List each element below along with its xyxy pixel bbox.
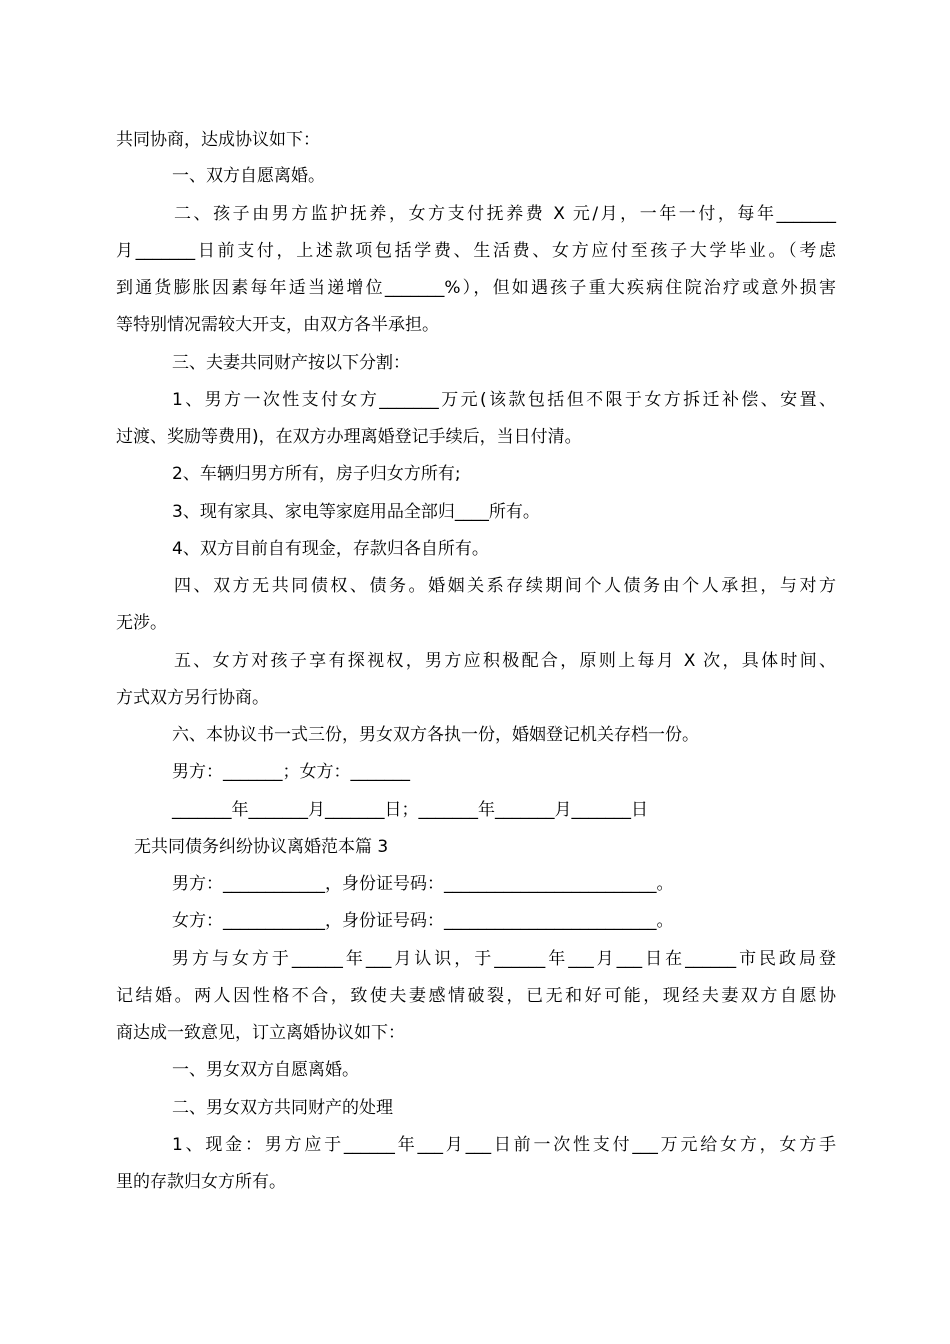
text-line: 4、双方目前自有现金，存款归各自所有。: [172, 539, 489, 559]
text-line: 五、女方对孩子享有探视权，男方应积极配合，原则上每月 X 次，具体时间、: [174, 651, 836, 671]
text-line: 二、孩子由男方监护抚养，女方支付抚养费 X 元/月，一年一付，每年_______: [174, 204, 836, 224]
text-line: 记结婚。两人因性格不合，致使夫妻感情破裂，已无和好可能，现经夫妻双方自愿协: [116, 986, 836, 1006]
section-heading: 无共同债务纠纷协议离婚范本篇 3: [134, 837, 389, 857]
text-line: 1、男方一次性支付女方_______万元(该款包括但不限于女方拆迁补偿、安置、: [172, 390, 836, 410]
text-line: 四、双方无共同债权、债务。婚姻关系存续期间个人债务由个人承担，与对方: [174, 576, 836, 596]
text-line: 男方与女方于______年___月认识，于______年___月___日在______市民政局登: [172, 949, 836, 969]
text-line: 等特别情况需较大开支，由双方各半承担。: [116, 315, 439, 335]
text-line: 三、夫妻共同财产按以下分割：: [172, 353, 410, 373]
text-line: 共同协商，达成协议如下：: [116, 130, 320, 150]
text-line: 一、双方自愿离婚。: [172, 166, 325, 186]
text-line: 1、现金：男方应于______年___月___日前一次性支付___万元给女方，女方手: [172, 1135, 836, 1155]
text-line: 商达成一致意见，订立离婚协议如下：: [116, 1023, 405, 1043]
text-line: 女方：____________，身份证号码：_________________________。: [172, 911, 674, 931]
text-line: 到通货膨胀因素每年适当递增位_______%），但如遇孩子重大疾病住院治疗或意外损害: [116, 278, 836, 298]
text-line: 3、现有家具、家电等家庭用品全部归____所有。: [172, 502, 540, 522]
text-line: 二、男女双方共同财产的处理: [172, 1098, 393, 1118]
text-line: 无涉。: [116, 613, 167, 633]
text-line: 六、本协议书一式三份，男女双方各执一份，婚姻登记机关存档一份。: [172, 725, 699, 745]
text-line: 男方：____________，身份证号码：_________________________。: [172, 874, 674, 894]
text-line: 一、男女双方自愿离婚。: [172, 1060, 359, 1080]
text-line: 男方：_______；女方：_______: [172, 762, 410, 782]
text-line: 2、车辆归男方所有，房子归女方所有;: [172, 464, 461, 484]
text-line: 月_______日前支付，上述款项包括学费、生活费、女方应付至孩子大学毕业。（考虑: [116, 241, 836, 261]
text-line: _______年_______月_______日；_______年_______月_______日: [172, 800, 648, 820]
text-line: 方式双方另行协商。: [116, 688, 269, 708]
text-line: 过渡、奖励等费用)，在双方办理离婚登记手续后，当日付清。: [116, 427, 582, 447]
text-line: 里的存款归女方所有。: [116, 1172, 286, 1192]
